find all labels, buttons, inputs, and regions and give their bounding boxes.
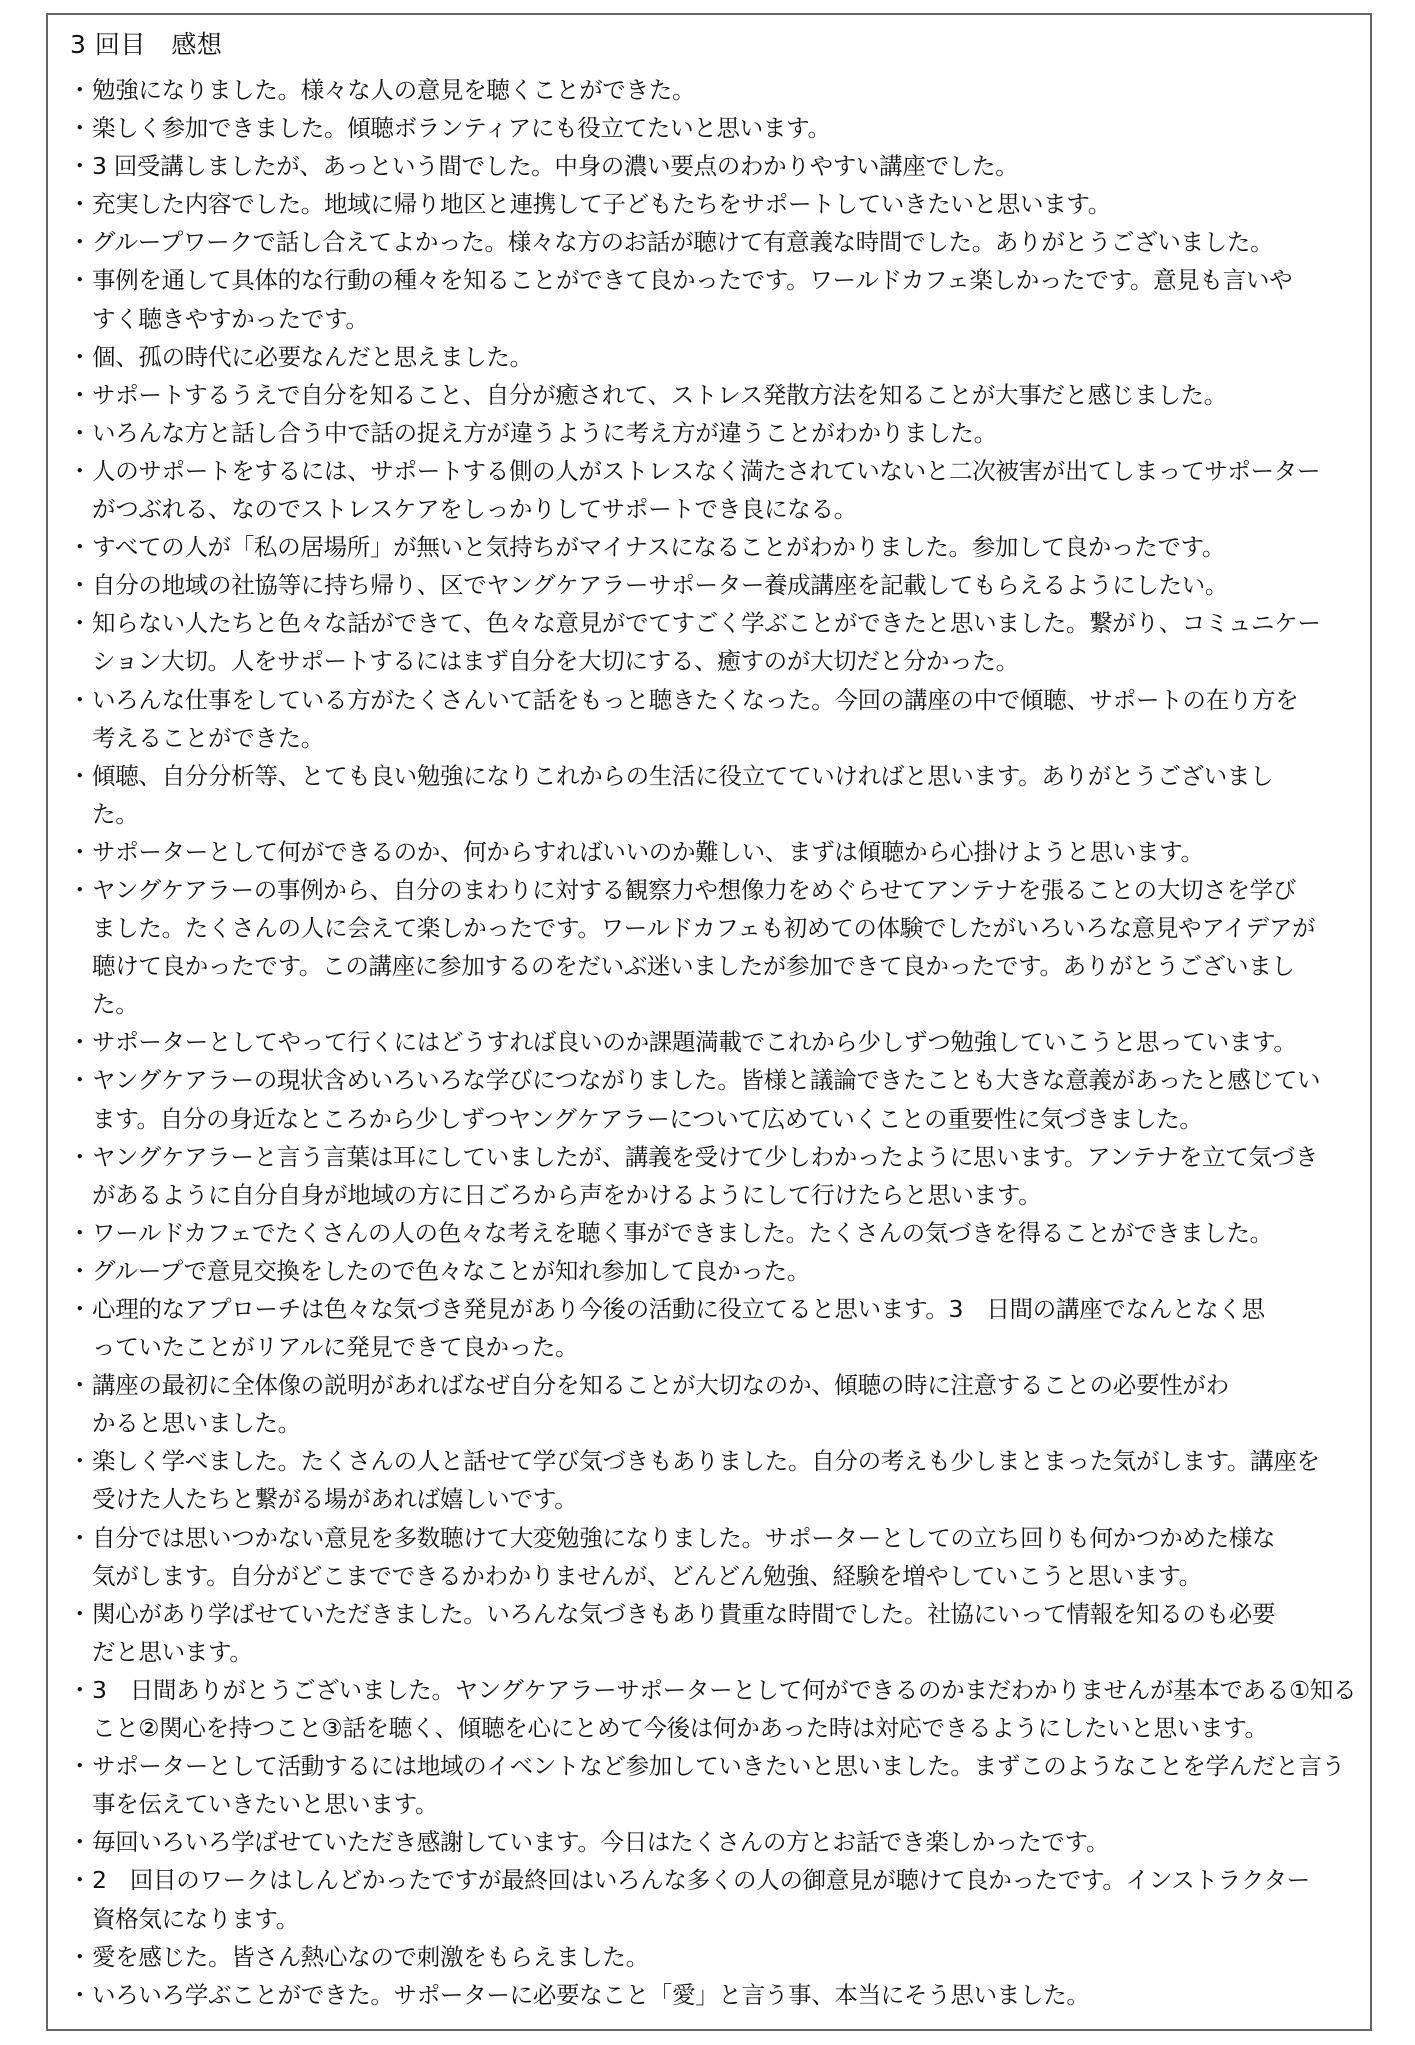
comment-line: 楽しく参加できました。傾聴ボランティアにも役立てたいと思います。 xyxy=(92,114,831,143)
comment-line: 講座の最初に全体像の説明があればなぜ自分を知ることが大切なのか、傾聴の時に注意することの必要性がわ xyxy=(92,1371,1229,1400)
bullet-mark: ・ xyxy=(68,1028,92,1057)
comment-item xyxy=(64,109,1364,147)
comment-line: た。 xyxy=(92,990,139,1019)
comment-line: 個、孤の時代に必要なんだと思えました。 xyxy=(92,342,533,371)
bullet-mark: ・ xyxy=(68,1218,92,1247)
bullet-mark: ・ xyxy=(68,1752,92,1781)
comment-line: 傾聴、自分分析等、とても良い勉強になりこれからの生活に役立てていければと思います。ありがとうございまし xyxy=(92,761,1274,790)
comment-item xyxy=(64,1138,1364,1214)
comment-item xyxy=(64,376,1364,414)
comment-item xyxy=(64,1214,1364,1252)
bullet-mark: ・ xyxy=(68,875,92,904)
comment-item xyxy=(64,261,1364,337)
bullet-mark: ・ xyxy=(68,1599,92,1628)
comment-line: サポーターとして活動するには地域のイベントなど参加していきたいと思いました。まずこのようなことを学んだと言う xyxy=(92,1752,1345,1781)
comment-line: 楽しく学べました。たくさんの人と話せて学び気づきもありました。自分の考えも少しまとまった気がします。講座を xyxy=(92,1447,1320,1476)
comment-item xyxy=(64,1747,1364,1823)
bullet-mark: ・ xyxy=(68,761,92,790)
comment-item xyxy=(64,1861,1364,1937)
bullet-mark: ・ xyxy=(68,114,92,143)
bullet-mark: ・ xyxy=(68,1066,92,1095)
comment-line: 事例を通して具体的な行動の種々を知ることができて良かったです。ワールドカフェ楽しかったです。意見も言いや xyxy=(92,266,1293,295)
bullet-mark: ・ xyxy=(68,1828,92,1857)
comment-line: こと②関心を持つこと③話を聴く、傾聴を心にとめて今後は何かあった時は対応できるようにしたいと思います。 xyxy=(92,1714,1268,1743)
comment-line: すべての人が「私の居場所」が無いと気持ちがマイナスになることがわかりました。参加して良かったです。 xyxy=(92,533,1226,562)
bullet-mark: ・ xyxy=(68,456,92,485)
comment-item xyxy=(64,1938,1364,1976)
comment-item xyxy=(64,566,1364,604)
comment-item xyxy=(64,1252,1364,1290)
comment-line: 知らない人たちと色々な話ができて、色々な意見がでてすごく学ぶことができたと思いました。繋がり、コミュニケー xyxy=(92,609,1321,638)
comment-item xyxy=(64,1023,1364,1061)
comment-line: サポーターとして何ができるのか、何からすればいいのか難しい、まずは傾聴から心掛けようと思います。 xyxy=(92,837,1204,866)
comment-line: ヤングケアラーの現状含めいろいろな学びにつながりました。皆様と議論できたことも大きな意義があったと感じてい xyxy=(92,1066,1321,1095)
comment-item xyxy=(64,338,1364,376)
comment-item xyxy=(64,757,1364,833)
comment-item xyxy=(64,223,1364,261)
comment-item xyxy=(64,1442,1364,1518)
comment-line: 聴けて良かったです。この講座に参加するのをだいぶ迷いましたが参加できて良かったです。ありがとうございまし xyxy=(92,952,1295,981)
comment-item xyxy=(64,1671,1364,1747)
bullet-mark: ・ xyxy=(68,1523,92,1552)
bullet-mark: ・ xyxy=(68,1256,92,1285)
comment-line: 気がします。自分がどこまでできるかわかりませんが、どんどん勉強、経験を増やしていこうと思います。 xyxy=(92,1561,1202,1590)
comment-line: 3 回受講しましたが、あっという間でした。中身の濃い要点のわかりやすい講座でした。 xyxy=(92,152,1019,181)
comment-line: 事を伝えていきたいと思います。 xyxy=(92,1790,439,1819)
bullet-mark: ・ xyxy=(68,76,92,104)
bullet-mark: ・ xyxy=(68,342,92,371)
comment-item xyxy=(64,1366,1364,1442)
comment-line: があるように自分自身が地域の方に日ごろから声をかけるようにして行けたらと思います。 xyxy=(92,1180,1042,1209)
comment-line: いろんな方と話し合う中で話の捉え方が違うように考え方が違うことがわかりました。 xyxy=(92,418,997,447)
comment-line: ました。たくさんの人に会えて楽しかったです。ワールドカフェも初めての体験でしたがいろいろな意見やアイデアが xyxy=(92,914,1316,943)
comment-line: いろんな仕事をしている方がたくさんいて話をもっと聴きたくなった。今回の講座の中で傾聴、サポートの在り方を xyxy=(92,685,1299,714)
bullet-mark: ・ xyxy=(68,533,92,562)
comment-line: ヤングケアラーと言う言葉は耳にしていましたが、講義を受けて少しわかったように思います。アンテナを立て気づき xyxy=(92,1142,1319,1171)
comment-line: 自分の地域の社協等に持ち帰り、区でヤングケアラーサポーター養成講座を記載してもらえるようにしたい。 xyxy=(92,571,1229,600)
comment-item xyxy=(64,604,1364,680)
comment-item xyxy=(64,1519,1364,1595)
comment-line: 充実した内容でした。地域に帰り地区と連携して子どもたちをサポートしていきたいと思います。 xyxy=(92,190,1111,219)
comment-line: だと思います。 xyxy=(92,1637,253,1666)
comment-item xyxy=(64,1976,1364,2014)
bullet-mark: ・ xyxy=(68,1675,92,1704)
comment-item xyxy=(64,414,1364,452)
comment-line: 愛を感じた。皆さん熱心なので刺激をもらえました。 xyxy=(92,1942,649,1971)
comment-line: 勉強になりました。様々な人の意見を聴くことができた。 xyxy=(92,76,696,104)
comment-line: 人のサポートをするには、サポートする側の人がストレスなく満たされていないと二次被害が出てしまってサポーター xyxy=(92,456,1321,485)
bullet-mark: ・ xyxy=(68,1371,92,1400)
comment-line: 関心があり学ばせていただきました。いろんな気づきもあり貴重な時間でした。社協にいって情報を知るのも必要 xyxy=(92,1599,1276,1628)
comment-line: かると思いました。 xyxy=(92,1409,301,1438)
comment-line: ワールドカフェでたくさんの人の色々な考えを聴く事ができました。たくさんの気づきを得ることができました。 xyxy=(92,1218,1273,1247)
comment-line: 受けた人たちと繋がる場があれば嬉しいです。 xyxy=(92,1485,578,1514)
bullet-mark: ・ xyxy=(68,571,92,600)
comment-list xyxy=(64,71,1364,2014)
bullet-mark: ・ xyxy=(68,1447,92,1476)
bullet-mark: ・ xyxy=(68,190,92,219)
bullet-mark: ・ xyxy=(68,1942,92,1971)
comment-line: いろいろ学ぶことができた。サポーターに必要なこと「愛」と言う事、本当にそう思いました。 xyxy=(92,1980,1090,2009)
comment-item xyxy=(64,1061,1364,1137)
comment-line: 2 回目のワークはしんどかったですが最終回はいろんな多くの人の御意見が聴けて良かったです。インストラクター xyxy=(92,1866,1310,1895)
comment-line: グループで意見交換をしたので色々なことが知れ参加して良かった。 xyxy=(92,1256,811,1285)
comment-line: グループワークで話し合えてよかった。様々な方のお話が聴けて有意義な時間でした。ありがとうございました。 xyxy=(92,228,1274,257)
comment-item xyxy=(64,833,1364,871)
comment-item xyxy=(64,71,1364,109)
comment-line: ション大切。人をサポートするにはまず自分を大切にする、癒すのが大切だと分かった。 xyxy=(92,647,1019,676)
comment-line: 自分では思いつかない意見を多数聴けて大変勉強になりました。サポーターとしての立ち回りも何かつかめた様な xyxy=(92,1523,1276,1552)
bullet-mark: ・ xyxy=(68,685,92,714)
comment-line: サポーターとしてやって行くにはどうすれば良いのか課題満載でこれから少しずつ勉強していこうと思っています。 xyxy=(92,1028,1297,1057)
bullet-mark: ・ xyxy=(68,1295,92,1323)
comment-item xyxy=(64,1595,1364,1671)
bullet-mark: ・ xyxy=(68,1980,92,2009)
bullet-mark: ・ xyxy=(68,266,92,295)
bullet-mark: ・ xyxy=(68,1142,92,1171)
comment-line: 3 日間ありがとうございました。ヤングケアラーサポーターとして何ができるのかまだわかりませんが基本である①知る xyxy=(92,1675,1357,1704)
comment-item xyxy=(64,871,1364,1023)
comment-line: ヤングケアラーの事例から、自分のまわりに対する観察力や想像力をめぐらせてアンテナを張ることの大切さを学び xyxy=(92,875,1297,904)
comment-line: ます。自分の身近なところから少しずつヤングケアラーについて広めていくことの重要性に気づきました。 xyxy=(92,1104,1203,1133)
comment-line: た。 xyxy=(92,799,139,828)
comment-line: がつぶれる、なのでストレスケアをしっかりしてサポートでき良になる。 xyxy=(92,495,857,524)
comment-line: すく聴きやすかったです。 xyxy=(92,304,369,333)
comment-line: 毎回いろいろ学ばせていただき感謝しています。今日はたくさんの方とお話でき楽しかったです。 xyxy=(92,1828,1110,1857)
comment-line: 心理的なアプローチは色々な気づき発見があり今後の活動に役立てると思います。3 日間の講座でなんとなく思 xyxy=(92,1295,1265,1323)
comment-line: っていたことがリアルに発見できて良かった。 xyxy=(92,1333,579,1362)
comment-line: 考えることができた。 xyxy=(92,723,324,752)
bullet-mark: ・ xyxy=(68,1866,92,1895)
bullet-mark: ・ xyxy=(68,228,92,257)
comment-item xyxy=(64,1290,1364,1366)
bullet-mark: ・ xyxy=(68,418,92,447)
comment-item xyxy=(64,147,1364,185)
comment-line: 資格気になります。 xyxy=(92,1904,299,1933)
document-title: 3 回目 感想 xyxy=(70,30,223,59)
comment-line: サポートするうえで自分を知ること、自分が癒されて、ストレス発散方法を知ることが大事だと感じました。 xyxy=(92,380,1227,409)
comment-item xyxy=(64,1823,1364,1861)
comment-item xyxy=(64,185,1364,223)
bullet-mark: ・ xyxy=(68,837,92,866)
bullet-mark: ・ xyxy=(68,609,92,638)
bullet-mark: ・ xyxy=(68,380,92,409)
bullet-mark: ・ xyxy=(68,152,92,181)
comment-item xyxy=(64,452,1364,528)
comment-item xyxy=(64,528,1364,566)
comment-item xyxy=(64,681,1364,757)
